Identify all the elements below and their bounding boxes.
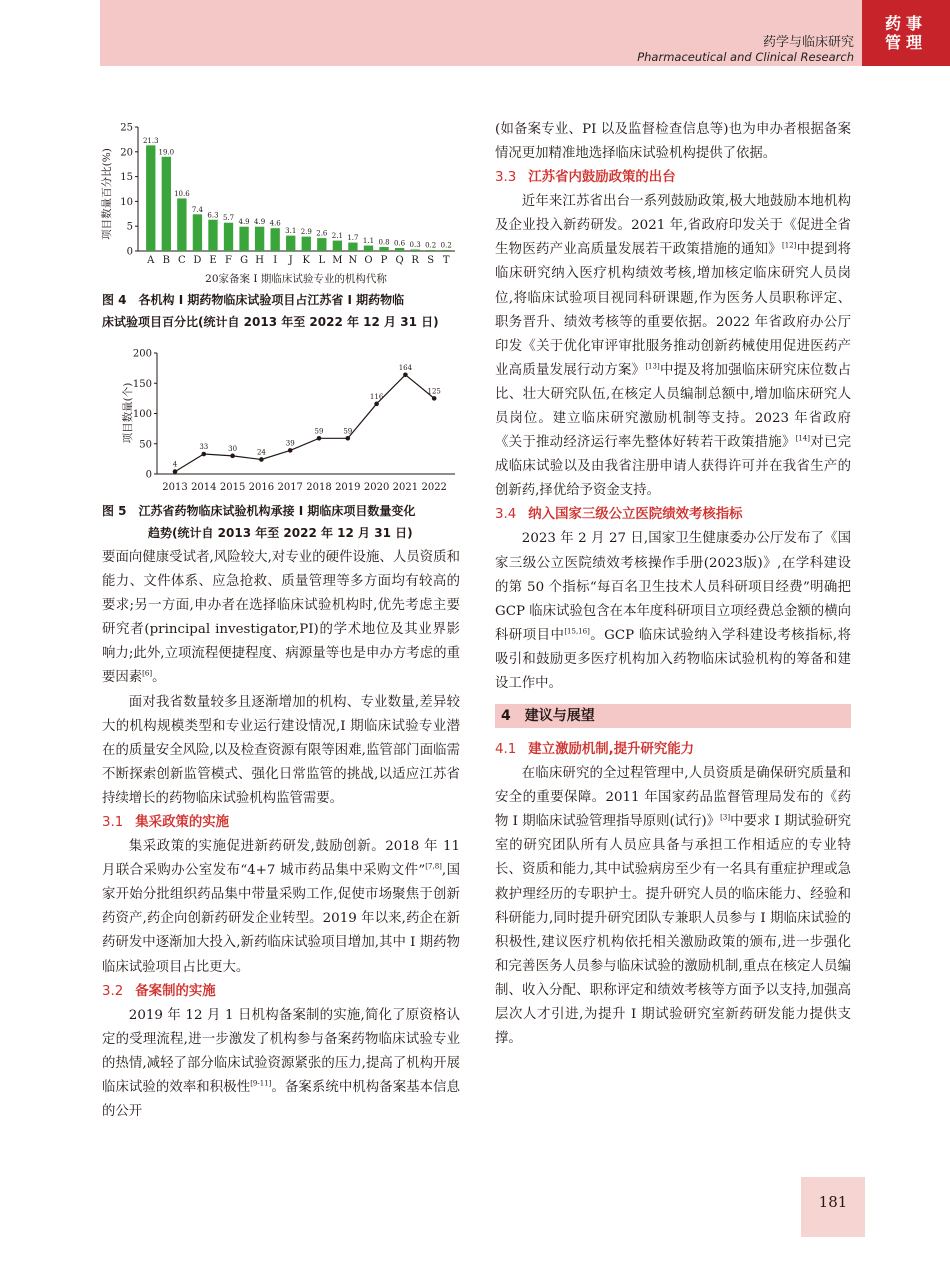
data-label: 116 <box>369 392 384 401</box>
y-tick-label: 5 <box>126 221 133 233</box>
bar <box>255 227 264 251</box>
data-label: 33 <box>199 443 209 452</box>
data-label: 39 <box>285 439 295 448</box>
bar <box>317 238 326 251</box>
section-number: 3.2 <box>102 983 124 999</box>
page-number: 181 <box>801 1177 865 1237</box>
right-paragraph-2-text-c: 中提及将加强临床研究床位数占比、壮大研究队伍,在核定人员编制总额中,增加临床研究人员岗位。建立临床研究激励机制等支持。2023 年省政府《关于推动经济运行率先整体好转若干政策措施》 <box>495 362 852 451</box>
bar <box>442 250 451 251</box>
x-tick-label: L <box>318 255 326 266</box>
y-tick-label: 200 <box>132 348 152 360</box>
right-paragraph-4-text-a: 在临床研究的全过程管理中,人员资质是确保研究质量和安全的重要保障。2011 年国家药品监督管理局发布的《药物 I 期临床试验管理指导原则(试行)》 <box>495 766 851 830</box>
y-tick-label: 0 <box>126 246 133 258</box>
data-label: 59 <box>343 427 353 436</box>
figure-4-caption-line-2: 床试验项目百分比(统计自 2013 年至 2022 年 12 月 31 日) <box>102 315 439 329</box>
section-title: 备案制的实施 <box>135 983 216 999</box>
section-number: 4 <box>501 708 511 725</box>
citation: [7,8] <box>425 862 442 871</box>
bar <box>333 241 342 251</box>
section-3-4-heading <box>495 503 851 527</box>
x-tick-label: 2016 <box>248 482 275 493</box>
citation: [14] <box>795 434 811 443</box>
data-point <box>230 454 235 459</box>
bar-value-label: 10.6 <box>174 189 190 198</box>
bar <box>177 198 186 251</box>
section-4-heading <box>495 704 851 728</box>
bar <box>271 228 280 251</box>
citation: [3] <box>720 813 731 822</box>
bar <box>286 236 295 251</box>
bar-value-label: 2.1 <box>331 232 343 241</box>
bar-value-label: 3.1 <box>285 227 297 236</box>
y-tick-label: 50 <box>139 439 152 451</box>
figure-4-caption-line-1: 各机构 I 期药物临床试验项目占江苏省 I 期药物临 <box>138 293 405 307</box>
left-paragraph-1-end: 。 <box>152 670 166 686</box>
data-label: 4 <box>172 460 178 469</box>
figure-5-y-label: 项目数量(个) <box>122 382 134 444</box>
x-tick-label: Q <box>395 255 404 266</box>
data-point <box>403 372 408 377</box>
x-tick-label: 2015 <box>219 482 246 493</box>
figure-5-caption-line-1: 江苏省药物临床试验机构承接 I 期临床项目数量变化 <box>138 504 416 518</box>
section-number: 4.1 <box>495 742 517 758</box>
x-tick-label: 2018 <box>306 482 332 493</box>
right-paragraph-2-text-b: 中提到将临床研究纳入医疗机构绩效考核,增加核定临床研究人员岗位,将临床试验项目视同科研课题,作为医务人员职称评定、职务晋升、绩效考核等的重要依据。2022 年省政府办公厅印发《关于优化审评审批服务推动创新药械使用促进医药产业高质量发展行动方案》 <box>495 242 852 378</box>
left-paragraph-3-text-a: 集采政策的实施促进新药研发,鼓励创新。2018 年 11 月联合采购办公室发布“4+7 城市药品集中采购文件” <box>102 839 460 879</box>
data-label: 24 <box>256 448 266 457</box>
logo-line-2: 管理 <box>884 33 927 52</box>
right-paragraph-4-text-b: 中要求 I 期试验研究室的研究团队所有人员应具备与承担工作相适应的专业特长、资质和能力,其中试验病房至少有一名具有重症护理或急救护理经历的专职护士。提升研究人员的临床能力、经验和科研能力,同时提升研究团队专兼职人员参与 I 期临床试验的积极性,建议医疗机构依托相关激励政策的颁布,进一步强化和完善医务人员参与临床试验的激励机制,重点在核定人员编制、收入分配、职称评定和绩效考核等方面予以支持,加强高层次人才引进,为提升 I 期试验研究室新药研发能力提供支撑。 <box>495 814 852 1047</box>
bar <box>146 145 155 251</box>
bar-value-label: 0.3 <box>409 241 421 250</box>
y-tick-label: 15 <box>120 172 133 184</box>
citation: [12] <box>781 241 797 250</box>
section-4-1-heading <box>495 738 851 762</box>
bar-value-label: 1.7 <box>347 234 359 243</box>
x-tick-label: M <box>332 255 343 266</box>
y-tick-label: 0 <box>145 469 152 481</box>
bar <box>426 250 435 251</box>
bar-value-label: 2.9 <box>300 228 312 237</box>
figure-4-bar-chart <box>100 118 470 290</box>
section-3-3-heading <box>495 166 851 190</box>
left-paragraph-2: 面对我省数量较多且逐渐增加的机构、专业数量,差异较大的机构规模类型和专业运行建设情况,I 期临床试验专业潜在的质量安全风险,以及检查资源有限等困难,监管部门面临需不断探索创新监管模式、强化日常监管的挑战,以适应江苏省持续增长的药物临床试验机构监管需要。 <box>102 694 460 806</box>
bar-value-label: 0.2 <box>425 241 437 250</box>
data-point <box>317 436 322 441</box>
x-tick-label: K <box>302 255 311 266</box>
bar-value-label: 7.4 <box>191 205 203 214</box>
citation: [6] <box>142 670 153 678</box>
figure-4-caption <box>102 289 472 333</box>
x-tick-label: 2020 <box>363 482 390 493</box>
x-tick-label: P <box>380 255 388 266</box>
section-title: 集采政策的实施 <box>135 815 230 831</box>
bar-value-label: 2.6 <box>316 229 328 238</box>
x-tick-label: I <box>273 255 278 266</box>
data-label: 59 <box>314 427 324 436</box>
x-tick-label: F <box>225 255 233 266</box>
bar <box>224 223 233 251</box>
data-label: 164 <box>398 363 413 372</box>
right-paragraph-2-text-a: 近年来江苏省出台一系列鼓励政策,极大地鼓励本地机构及企业投入新药研发。2021 年,省政府印发关于《促进全省生物医药产业高质量发展若干政策措施的通知》 <box>495 194 851 258</box>
x-tick-label: N <box>348 255 358 266</box>
bar-value-label: 0.2 <box>440 241 452 250</box>
bar <box>162 157 171 251</box>
section-logo <box>862 0 950 66</box>
right-paragraph-2-text-d: 对已完成临床试验以及由我省注册申请人获得许可并在我省生产的创新药,择优给予资金支持。 <box>495 435 852 499</box>
figure-4-y-label: 项目数量百分比(%) <box>101 148 113 240</box>
journal-title-en: Pharmaceutical and Clinical Research <box>637 50 854 64</box>
left-paragraph-1 <box>102 546 460 691</box>
figure-5-caption <box>102 500 472 544</box>
right-paragraph-3 <box>495 527 851 696</box>
section-title: 建立激励机制,提升研究能力 <box>528 742 695 758</box>
y-tick-label: 100 <box>132 409 152 420</box>
x-tick-label: A <box>147 255 155 266</box>
section-number: 3.1 <box>102 815 124 831</box>
data-label: 125 <box>427 387 441 396</box>
citation: [9-11] <box>250 1079 272 1088</box>
bar <box>364 246 373 251</box>
bar-value-label: 0.8 <box>378 238 390 247</box>
x-tick-label: J <box>288 255 293 266</box>
bar <box>410 250 419 251</box>
series-line <box>172 375 434 472</box>
x-tick-label: 2014 <box>191 482 217 493</box>
bar-value-label: 21.3 <box>142 136 159 145</box>
bar-value-label: 5.7 <box>222 214 235 223</box>
bar <box>379 247 388 251</box>
section-3-2-heading <box>102 980 460 1004</box>
data-point <box>346 436 351 441</box>
section-title: 纳入国家三级公立医院绩效考核指标 <box>528 507 743 523</box>
citation: [15,16] <box>564 627 590 636</box>
x-tick-label: T <box>442 255 450 266</box>
section-title: 建议与展望 <box>524 708 595 725</box>
data-point <box>374 402 379 407</box>
x-tick-label: 2013 <box>162 482 188 493</box>
bar-value-label: 4.6 <box>269 219 281 228</box>
bar-value-label: 19.0 <box>158 148 175 157</box>
x-tick-label: S <box>427 255 435 266</box>
data-point <box>259 457 264 462</box>
left-column <box>102 546 460 1124</box>
y-tick-label: 150 <box>132 378 152 390</box>
bar-value-label: 4.9 <box>254 218 266 227</box>
section-title: 江苏省内鼓励政策的出台 <box>528 170 676 186</box>
left-paragraph-3-text-b: ,国家开始分批组织药品集中带量采购工作,促使市场聚焦于创新药资产,药企向创新药研发企业转型。2019 年以来,药企在新药研发中逐渐加大投入,新药临床试验项目增加,其中 I 期药物临床试验项目占比更大。 <box>102 863 460 975</box>
bar <box>395 248 404 251</box>
data-point <box>202 452 207 457</box>
figure-5-caption-line-2: 趋势(统计自 2013 年至 2022 年 12 月 31 日) <box>148 526 413 540</box>
section-number: 3.4 <box>495 507 517 523</box>
y-tick-label: 10 <box>120 196 133 208</box>
section-3-1-heading <box>102 811 460 835</box>
x-tick-label: B <box>162 255 171 266</box>
left-paragraph-3 <box>102 835 460 980</box>
figure-5-line-chart <box>100 343 470 498</box>
figure-4-x-label: 20家备案 I 期临床试验专业的机构代称 <box>205 273 387 285</box>
journal-header <box>100 0 862 66</box>
figure-5-tag: 图 5 <box>102 504 127 518</box>
right-paragraph-1: (如备案专业、PI 以及监督检查信息等)也为申办者根据备案情况更加精准地选择临床试验机构提供了依据。 <box>495 122 851 162</box>
right-column <box>495 118 851 1051</box>
bar <box>208 220 217 251</box>
bar <box>239 227 248 251</box>
y-tick-label: 20 <box>120 147 133 159</box>
bar-value-label: 6.3 <box>207 211 219 220</box>
data-point <box>288 448 293 453</box>
left-paragraph-4-text-b: 。备案系统中机构备案基本信息的公开 <box>102 1079 461 1119</box>
left-paragraph-4-text-a: 2019 年 12 月 1 日机构备案制的实施,简化了原资格认定的受理流程,进一步激发了机构参与备案药物临床试验专业的热情,减轻了部分临床试验资源紧张的压力,提高了机构开展临床试验的效率和积极性 <box>102 1007 460 1095</box>
bar <box>302 237 311 251</box>
data-label: 30 <box>228 444 238 453</box>
x-tick-label: H <box>255 255 264 266</box>
x-tick-label: D <box>193 255 202 266</box>
right-paragraph-3-text-b: 。GCP 临床试验纳入学科建设考核指标,将吸引和鼓励更多医疗机构加入药物临床试验机构的筹备和建设工作中。 <box>495 627 852 691</box>
x-tick-label: 2019 <box>335 482 361 493</box>
citation: [13] <box>645 362 660 371</box>
logo-line-1: 药事 <box>884 14 927 33</box>
x-tick-label: 2017 <box>277 482 303 493</box>
bar <box>193 214 202 251</box>
data-point <box>432 396 437 401</box>
journal-title-cn: 药学与临床研究 <box>762 35 854 50</box>
right-paragraph-3-text-a: 2023 年 2 月 27 日,国家卫生健康委办公厅发布了《国家三级公立医院绩效考核操作手册(2023版)》,在学科建设的第 50 个指标“每百名卫生技术人员科研项目经费”明确把 GCP 临床试验包含在本年度科研项目立项经费总金额的横向科研项目中 <box>495 531 851 643</box>
bar <box>348 243 357 251</box>
x-tick-label: R <box>411 255 419 266</box>
x-tick-label: C <box>178 255 186 266</box>
data-point <box>173 469 178 474</box>
right-paragraph-2 <box>495 190 851 503</box>
figure-4-tag: 图 4 <box>102 293 127 307</box>
bar-value-label: 4.9 <box>238 218 250 227</box>
left-paragraph-1-text: 要面向健康受试者,风险较大,对专业的硬件设施、人员资质和能力、文件体系、应急抢救、质量管理等多方面均有较高的要求;另一方面,申办者在选择临床试验机构时,优先考虑主要研究者(principal investigator,PI)的学术地位及其业界影响力;此外,立项流程便捷程度、病源量等也是申办方考虑的重要因素 <box>102 550 460 686</box>
left-paragraph-4 <box>102 1004 460 1124</box>
x-tick-label: 2021 <box>392 482 419 493</box>
section-number: 3.3 <box>495 170 517 186</box>
x-tick-label: G <box>240 255 249 266</box>
bar-value-label: 1.1 <box>362 237 375 246</box>
x-tick-label: E <box>209 255 217 266</box>
y-tick-label: 25 <box>120 122 133 134</box>
bar-value-label: 0.6 <box>394 239 406 248</box>
right-paragraph-4 <box>495 762 851 1051</box>
x-tick-label: 2022 <box>421 482 447 493</box>
x-tick-label: O <box>364 255 373 266</box>
